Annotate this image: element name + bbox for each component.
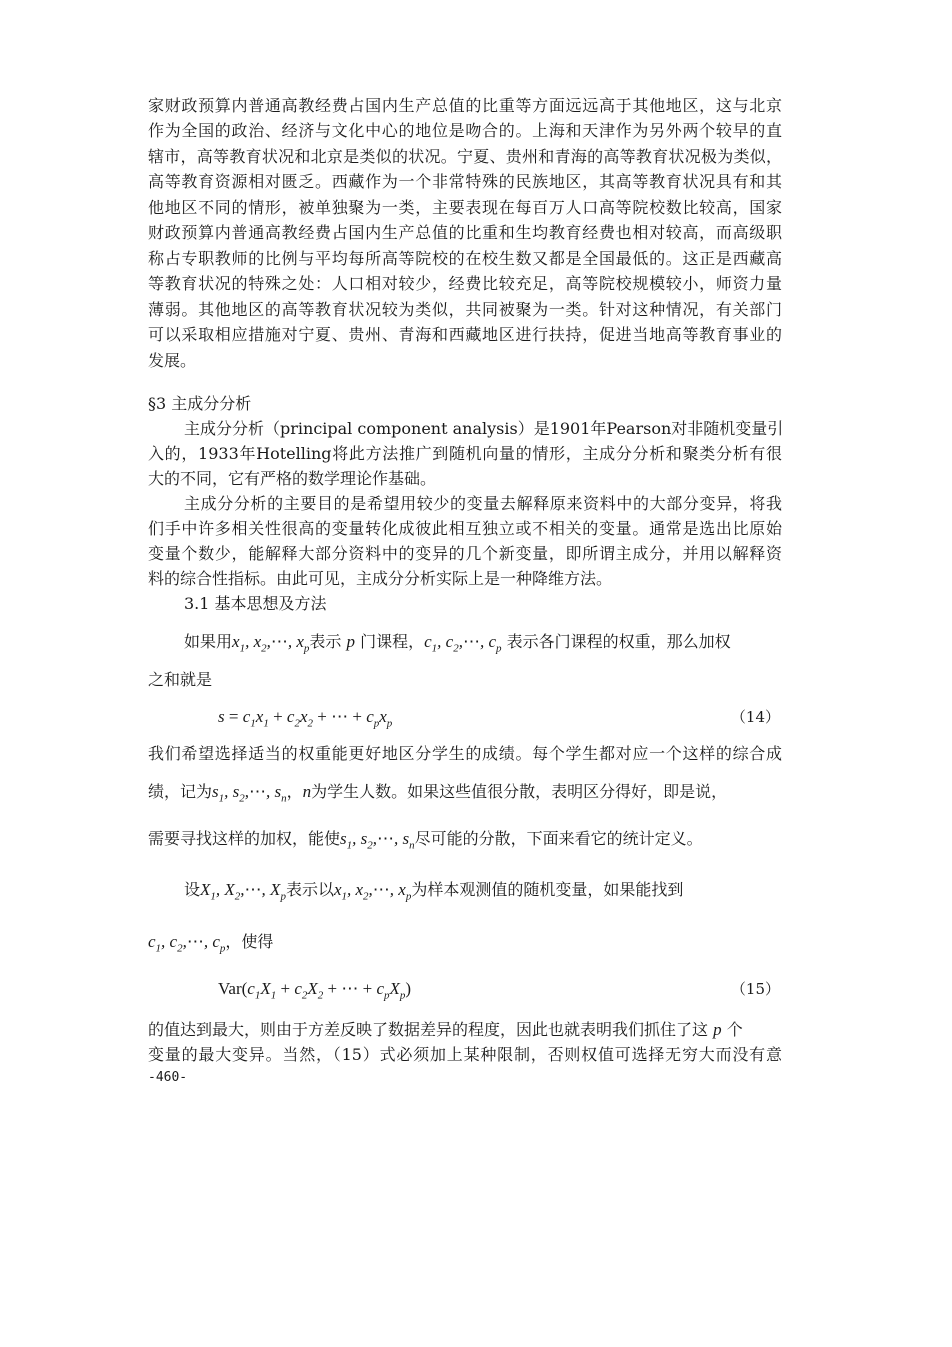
text-line-with-math: 设$X_1$, $X_2,\cdots$, $X_p$表示以$x_1$, $x_2,\cdots$, $x_p$为样本观测值的随机变量，如果能找到 [184,880,684,903]
math-inline: n [302,782,312,801]
text-line: 薄弱。其他地区的高等教育状况较为类似，共同被聚为一类。针对这种情况，有关部门 [148,300,782,319]
text-line: 他地区不同的情形，被单独聚为一类，主要表现在每百万人口高等院校数比较高，国家 [148,198,782,217]
text-line: 家财政预算内普通高教经费占国内生产总值的比重等方面远远高于其他地区，这与北京 [148,96,782,115]
section-heading: §3 主成分分析 [148,394,252,413]
page-number: -460- [148,1070,188,1085]
text-line-with-math: 的值达到最大，则由于方差反映了数据差异的程度，因此也就表明我们抓住了这 p 个 [148,1020,743,1039]
text-line: 称占专职教师的比例与平均每所高等院校的在校生数又都是全国最低的。这正是西藏高 [148,249,782,268]
text-line: 变量个数少，能解释大部分资料中的变异的几个新变量，即所谓主成分，并用以解释资 [148,544,782,563]
math-inline: $s_1$, $s_2,\cdots$, $s_n$ [340,829,415,852]
equation-15: $Var(c_1X_1 + c_2X_2$ + ⋯ + $c_pX_p$) [218,979,412,1002]
math-inline: $X_1$, $X_2,\cdots$, $X_p$ [200,880,286,903]
math-inline: $s_1$, $s_2,\cdots$, $s_n$ [212,782,287,805]
text-line: 高等教育资源相对匮乏。西藏作为一个非常特殊的民族地区，其高等教育状况具有和其 [148,172,782,191]
text-line: 之和就是 [148,670,213,689]
text-line: 料的综合性指标。由此可见，主成分分析实际上是一种降维方法。 [148,569,613,588]
text-line-with-math: 如果用$x_1$, $x_2,\cdots$, $x_p$表示 p 门课程，$c_1$, $c_2,\cdots$, $c_p$ 表示各门课程的权重，那么加权 [184,632,731,655]
math-inline: $x_1$, $x_2,\cdots$, $x_p$ [232,632,310,655]
text-line-with-math: 需要寻找这样的加权，能使$s_1$, $s_2,\cdots$, $s_n$尽可能的分散，下面来看它的统计定义。 [148,829,703,852]
text-line: 入的，1933年Hotelling将此方法推广到随机向量的情形，主成分分析和聚类分析有很 [148,444,782,463]
math-inline: p [346,632,356,651]
text-line: 主成分分析（principal component analysis）是1901年Pearson对非随机变量引 [184,419,784,438]
equation-14: $s = c_1x_1 + c_2x_2$ + ⋯ + $c_px_p$ [218,707,393,730]
text-line: 变量的最大变异。当然，（15）式必须加上某种限制，否则权值可选择无穷大而没有意 [148,1045,782,1064]
text-line: 财政预算内普通高教经费占国内生产总值的比重和生均教育经费也相对较高，而高级职 [148,223,782,242]
text-line: 作为全国的政治、经济与文化中心的地位是吻合的。上海和天津作为另外两个较早的直 [148,121,782,140]
text-line-with-math: $c_1$, $c_2,\cdots$, $c_p$，使得 [148,932,274,955]
text-line: 们手中许多相关性很高的变量转化成彼此相互独立或不相关的变量。通常是选出比原始 [148,519,782,538]
text-line: 我们希望选择适当的权重能更好地区分学生的成绩。每个学生都对应一个这样的综合成 [148,744,782,763]
equation-number: （14） [730,708,780,726]
text-line: 主成分分析的主要目的是希望用较少的变量去解释原来资料中的大部分变异，将我 [184,494,782,513]
text-line: 可以采取相应措施对宁夏、贵州、青海和西藏地区进行扶持，促进当地高等教育事业的 [148,325,782,344]
math-inline: $x_1$, $x_2,\cdots$, $x_p$ [333,880,412,903]
text-line-with-math: 绩，记为$s_1$, $s_2,\cdots$, $s_n$，n为学生人数。如果这些值很分散，表明区分得好，即是说， [148,782,728,805]
math-inline: p [713,1020,722,1039]
text-line: 辖市，高等教育状况和北京是类似的状况。宁夏、贵州和青海的高等教育状况极为类似， [148,147,782,166]
text-line: 发展。 [148,351,197,370]
text-line: 等教育状况的特殊之处：人口相对较少，经费比较充足，高等院校规模较小，师资力量 [148,274,782,293]
math-inline: $c_1$, $c_2,\cdots$, $c_p$ [424,632,502,655]
equation-number: （15） [730,980,780,998]
math-inline: $c_1$, $c_2,\cdots$, $c_p$ [148,932,226,955]
text-line: 大的不同，它有严格的数学理论作基础。 [148,469,437,488]
subsection-heading: 3.1 基本思想及方法 [184,594,327,613]
